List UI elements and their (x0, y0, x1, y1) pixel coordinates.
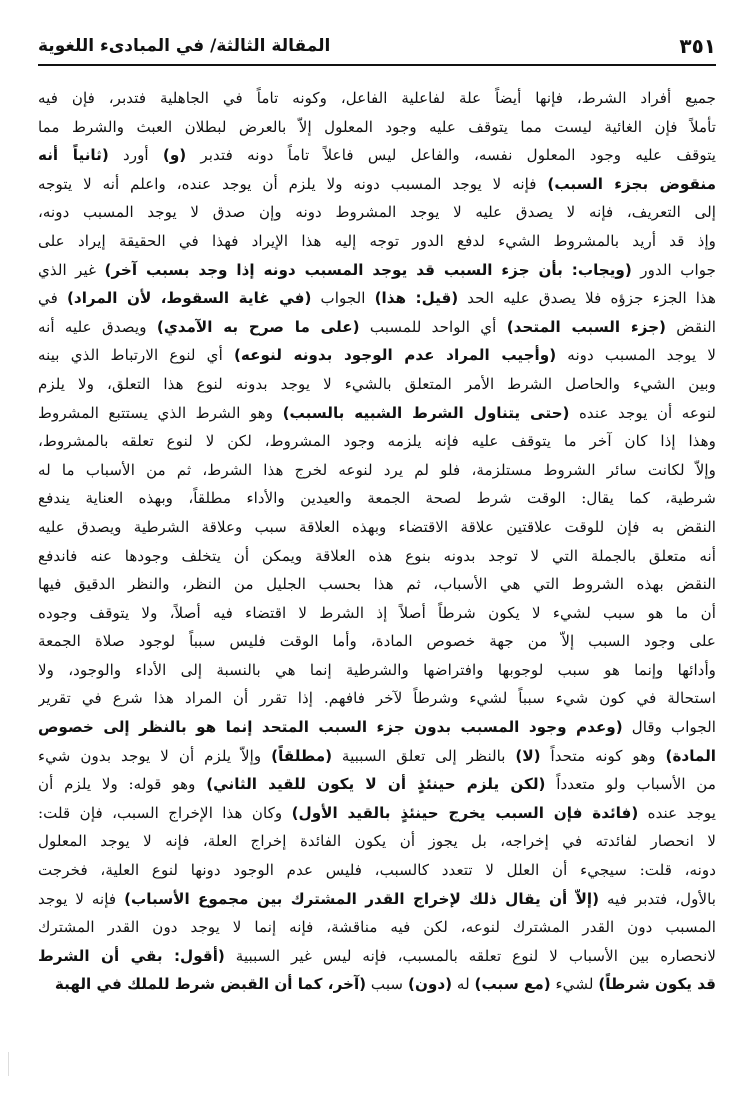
bold-quote-segment: (وعدم وجود المسبب بدون جزء السبب المتحد إنما هو بالنظر إلى خصوص (38, 718, 623, 737)
text-line (38, 313, 716, 342)
text-line (38, 970, 716, 999)
bold-quote-segment: (آخر، كما أن القبض شرط للملك في الهبة (54, 975, 367, 994)
running-header (38, 28, 716, 66)
text-segment: غير الذي (38, 260, 105, 279)
text-segment: دونه، قلت: سيجيء أن العلل لا تتعدد كالسبب، فليس عدم الوجود دونها لنوع العلية، فخرجت (38, 861, 716, 880)
text-line (38, 227, 716, 256)
text-line (38, 885, 716, 914)
text-line (38, 827, 716, 856)
text-segment: لنوعه أن يوجد عنده (569, 403, 716, 422)
text-segment: أورد (108, 146, 163, 165)
text-segment: هذا الجزء جزؤه فلا يصدق عليه الحد (458, 289, 716, 308)
text-line (38, 684, 716, 713)
bold-quote-segment: (على ما صرح به الآمدي) (156, 317, 360, 336)
bold-quote-segment: (دون) (408, 975, 453, 994)
text-line (38, 484, 716, 513)
text-segment: فإنه لا يوجد المسبب دونه ولا يلزم أن يوجد عنده، واعلم أنه لا يتوجه (38, 174, 548, 193)
text-segment: وبين الشيء والحاصل الشرط الأمر المتعلق بالشيء لا يوجد بدونه لنوع هذا التعلق، ولا يلزم (38, 374, 716, 393)
text-line (38, 513, 716, 542)
text-line (38, 141, 716, 170)
bold-quote-segment: (أقول: بقي أن الشرط (38, 946, 225, 965)
text-segment: في (38, 289, 67, 308)
text-segment: يوجد عنده (638, 803, 716, 822)
bold-quote-segment: (فائدة فإن السبب يخرج حينئذٍ بالقيد الأول) (291, 803, 639, 822)
text-segment: شرطية، كما يقال: الوقت شرط لصحة الجمعة والعيدين والأداء مطلقاً، وبهذه العناية يندفع (38, 489, 716, 508)
text-segment: المسبب دون القدر المشترك لنوعه، لكن فيه مناقشة، فإنه إنما لا يوجد دون القدر المشترك (38, 918, 716, 937)
text-line (38, 913, 716, 942)
text-line (38, 542, 716, 571)
text-line (38, 113, 716, 142)
text-segment: وهو كونه متحداً (540, 746, 666, 765)
bold-quote-segment: (ويجاب: بأن جزء السبب قد يوجد المسبب دونه إذا وجد بسبب آخر) (104, 260, 632, 279)
text-segment: إلى التعريف، فإنه لا يصدق عليه لا يوجد المشروط دونه وإن صدق لا يوجد المسبب دونه، (38, 203, 716, 222)
text-segment: وكان هذا الإخراج السبب، فإن قلت: (38, 803, 292, 822)
text-segment: لشيء (550, 975, 599, 994)
text-line (38, 713, 716, 742)
bold-quote-segment: (و) (162, 146, 187, 165)
text-segment: الجواب (311, 289, 375, 308)
text-segment: على وجود السبب إلاّ من جهة خصوص المادة، وأما الوقت فليس سبباً لوجود صلاة الجمعة (38, 632, 716, 651)
text-line (38, 656, 716, 685)
text-segment: أي لنوع الارتباط الذي بينه (38, 346, 234, 365)
text-line (38, 942, 716, 971)
bold-quote-segment: (قيل: هذا) (374, 289, 459, 308)
bold-quote-segment: (لا) (515, 746, 541, 765)
bold-quote-segment: المادة) (665, 746, 716, 765)
text-segment: النقض بهذه الشروط التي هي الأسباب، ثم هذا بحسب الجليل من النظر، والنظر الدقيق فيها (38, 575, 716, 594)
text-segment: لا يوجد المسبب دونه (556, 346, 716, 365)
text-segment: بالأول، فتدبر فيه (599, 889, 716, 908)
text-line (38, 170, 716, 199)
text-segment: وإلاّ يلزم أن لا يوجد بدون شيء (38, 746, 272, 765)
margin-mark (8, 1052, 9, 1076)
bold-quote-segment: منقوض بجزء السبب) (547, 174, 716, 193)
page-number: ٣٥١ (679, 34, 716, 58)
text-line (38, 456, 716, 485)
text-segment: الجواب وقال (622, 718, 716, 737)
text-segment: لا انحصار لفائدته في إخراجه، بل يجوز أن يكون الفائدة إخراج العلة، فإنه لا يوجد المعلول (38, 832, 716, 851)
bold-quote-segment: (وأجيب المراد عدم الوجود بدونه لنوعه) (233, 346, 557, 365)
text-line (38, 399, 716, 428)
text-segment: النقض (665, 317, 716, 336)
text-line (38, 627, 716, 656)
text-segment: أنه متعلق بالجملة التي لا توجد بدونه بنوع هذه العلاقة ويمكن أن يتخلف وجودها عنه فاندفع (38, 546, 716, 565)
text-line (38, 599, 716, 628)
text-segment: يتوقف عليه وجود المعلول نفسه، والفاعل ليس فاعلاً تاماً دونه فتدبر (186, 146, 716, 165)
bold-quote-segment: (حتى يتناول الشرط الشبيه بالسبب) (282, 403, 570, 422)
text-segment: سبب (366, 975, 408, 994)
text-line (38, 198, 716, 227)
text-segment: ويصدق عليه أنه (38, 317, 157, 336)
text-line (38, 427, 716, 456)
text-segment: وأدائها وإنما هو سبب لوجوبها وافتراضها والشرطية إنما هي بالنسبة إلى الأداء والوجود، ولا (38, 660, 716, 679)
text-segment: من الأسباب ولو متعدداً (545, 775, 716, 794)
text-line (38, 856, 716, 885)
bold-quote-segment: (مع سبب) (474, 975, 551, 994)
text-segment: وإذ قد أريد بالمشروط الشيء لدفع الدور توجه إليه هذا الإيراد فهذا في الحقيقة إيراد على (38, 231, 716, 250)
bold-quote-segment: (ثانياً أنه (38, 146, 109, 165)
text-segment: تأملاً فإن الغائية ليست مما يتوقف عليه وجود المعلول إلاّ بالعرض لبطلان العبث والشرط مما (38, 117, 716, 136)
chapter-title: المقالة الثالثة/ في المبادىء اللغوية (38, 36, 331, 56)
body-text (38, 84, 716, 1078)
text-line (38, 256, 716, 285)
bold-quote-segment: (جزء السبب المتحد) (506, 317, 666, 336)
text-segment: النقض به فإن للوقت علاقتين علاقة الاقتضاء وبهذه العلاقة سبب وعلاقة الشرطية ويصدق عليه (38, 517, 716, 536)
text-segment: وهو قوله: ولا يلزم أن (38, 775, 207, 794)
text-segment: له (452, 975, 475, 994)
text-segment: أي الواحد للمسبب (359, 317, 507, 336)
text-segment: جواب الدور (631, 260, 716, 279)
text-line (38, 742, 716, 771)
text-segment: جميع أفراد الشرط، فإنها أيضاً علة لفاعلية الفاعل، وكونه تاماً في الجاهلية فتدبر، فإن فيه (38, 89, 716, 107)
text-segment: وهو الشرط الذي يستتبع المشروط (38, 403, 283, 422)
text-line (38, 799, 716, 828)
text-line (38, 570, 716, 599)
text-segment: وهذا إذا كان آخر ما يتوقف عليه فإنه يلزمه وجود المشروط، لكن لا لنوع تعلقه بالمشروط، (38, 432, 716, 451)
bold-quote-segment: (مطلقاً) (271, 746, 333, 765)
text-line (38, 341, 716, 370)
bold-quote-segment: (لكن يلزم حينئذٍ أن لا يكون للقيد الثاني) (206, 775, 546, 794)
text-line (38, 84, 716, 113)
text-segment: أن ما هو سبب لشيء لا يكون شرطاً أصلاً إذ الشرط لا اقتضاء فيه أصلاً، ولا يتوقف وجوده (38, 603, 716, 622)
text-segment: وإلاّ لكانت سائر الشروط مستلزمة، فلو لم يرد لنوعه لخرج هذا الشرط، ثم من الأسباب ما له (38, 460, 716, 479)
text-line (38, 284, 716, 313)
text-line (38, 370, 716, 399)
text-segment: استحالة في كون شيء سبباً لشيء وشرطاً لآخر فافهم. إذا تقرر أن المراد هذا شرع في تقرير (38, 689, 716, 708)
text-segment: لانحصاره بين الأسباب لا لنوع تعلقه بالمسبب، فإنه ليس غير السببية (224, 946, 716, 965)
bold-quote-segment: (في غاية السقوط، لأن المراد) (66, 289, 312, 308)
text-segment: فإنه لا يوجد (38, 889, 125, 908)
text-line (38, 770, 716, 799)
bold-quote-segment: (إلاّ أن يقال ذلك لإخراج القدر المشترك بين مجموع الأسباب) (124, 889, 600, 908)
bold-quote-segment: قد يكون شرطاً) (598, 975, 716, 994)
text-segment: بالنظر إلى تعلق السببية (332, 746, 516, 765)
